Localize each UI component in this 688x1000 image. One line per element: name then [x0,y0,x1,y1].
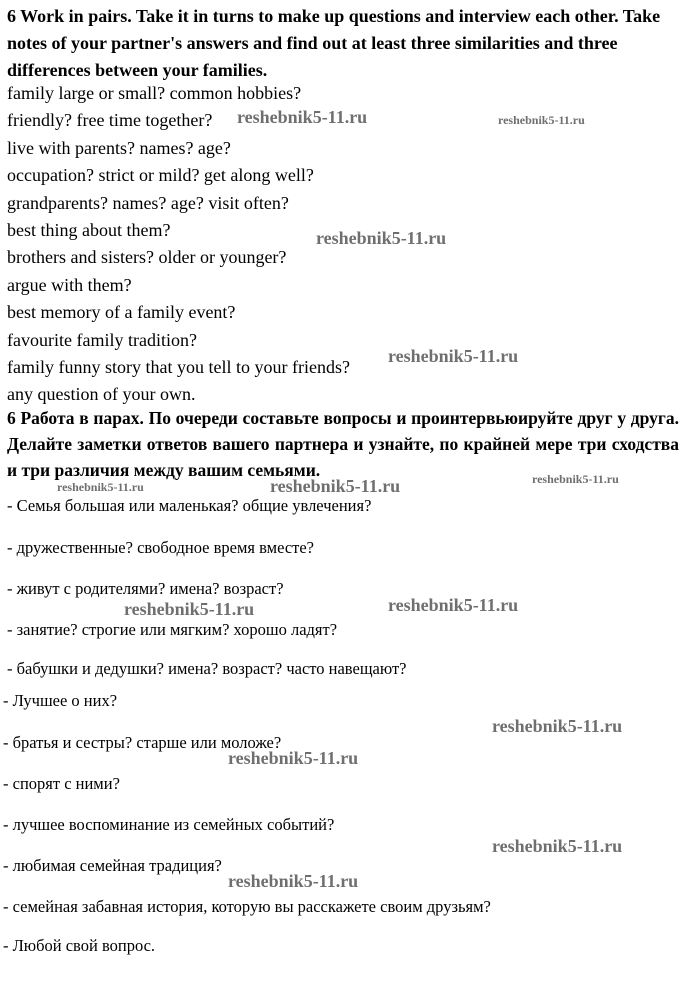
watermark: reshebnik5-11.ru [532,472,619,486]
list-item: best thing about them? [7,220,171,241]
list-item: - братья и сестры? старше или моложе? [3,733,282,752]
list-item: - Любой свой вопрос. [3,936,156,955]
question-list-en [7,80,350,409]
list-item: family large or small? common hobbies? [7,83,302,103]
list-item: - спорят с ними? [3,774,120,793]
watermark: reshebnik5-11.ru [492,836,623,856]
watermark: reshebnik5-11.ru [498,113,585,127]
watermark: reshebnik5-11.ru [492,716,623,736]
watermark: reshebnik5-11.ru [57,480,144,494]
watermark: reshebnik5-11.ru [316,228,447,248]
list-item: best memory of a family event? [7,302,236,323]
list-item: - Семья большая или маленькая? общие увлечения? [7,496,372,515]
list-item: family funny story that you tell to your friends? [7,357,350,378]
list-item: - любимая семейная традиция? [3,856,222,875]
list-item: brothers and sisters? older or younger? [7,247,287,268]
watermark: reshebnik5-11.ru [388,346,519,366]
list-item: - живут с родителями? имена? возраст? [7,579,284,598]
task-heading-en: 6 Work in pairs. Take it in turns to make up questions and interview each other. Take notes of your partner's answers and find out at least three similarities and three differences between your families. [7,6,661,80]
watermark: reshebnik5-11.ru [228,748,359,768]
list-item: - дружественные? свободное время вместе? [7,538,314,557]
list-item: - лучшее воспоминание из семейных событий? [3,815,335,834]
list-item: friendly? free time together? [7,110,213,131]
list-item: favourite family tradition? [7,329,197,350]
list-item: - занятие? строгие или мягким? хорошо ладят? [7,620,338,639]
list-item: - бабушки и дедушки? имена? возраст? часто навещают? [7,659,407,678]
list-item: - Лучшее о них? [3,691,118,710]
watermark: reshebnik5-11.ru [388,595,519,615]
task-heading-ru: 6 Работа в парах. По очереди составьте вопросы и проинтервьюируйте друг у друга. Делайте заметки ответов вашего партнера и узнайте, по крайней мере три сходства и три различия между вашим семьями. [7,408,679,480]
watermark: reshebnik5-11.ru [228,871,359,891]
list-item: live with parents? names? age? [7,137,231,158]
watermark: reshebnik5-11.ru [237,107,368,127]
list-item: any question of your own. [7,384,196,405]
list-item: argue with them? [7,274,132,295]
watermark: reshebnik5-11.ru [124,599,255,619]
watermark: reshebnik5-11.ru [270,476,401,496]
list-item: - семейная забавная история, которую вы расскажете своим друзьям? [3,897,491,916]
list-item: occupation? strict or mild? get along well? [7,165,314,186]
list-item: grandparents? names? age? visit often? [7,192,289,213]
